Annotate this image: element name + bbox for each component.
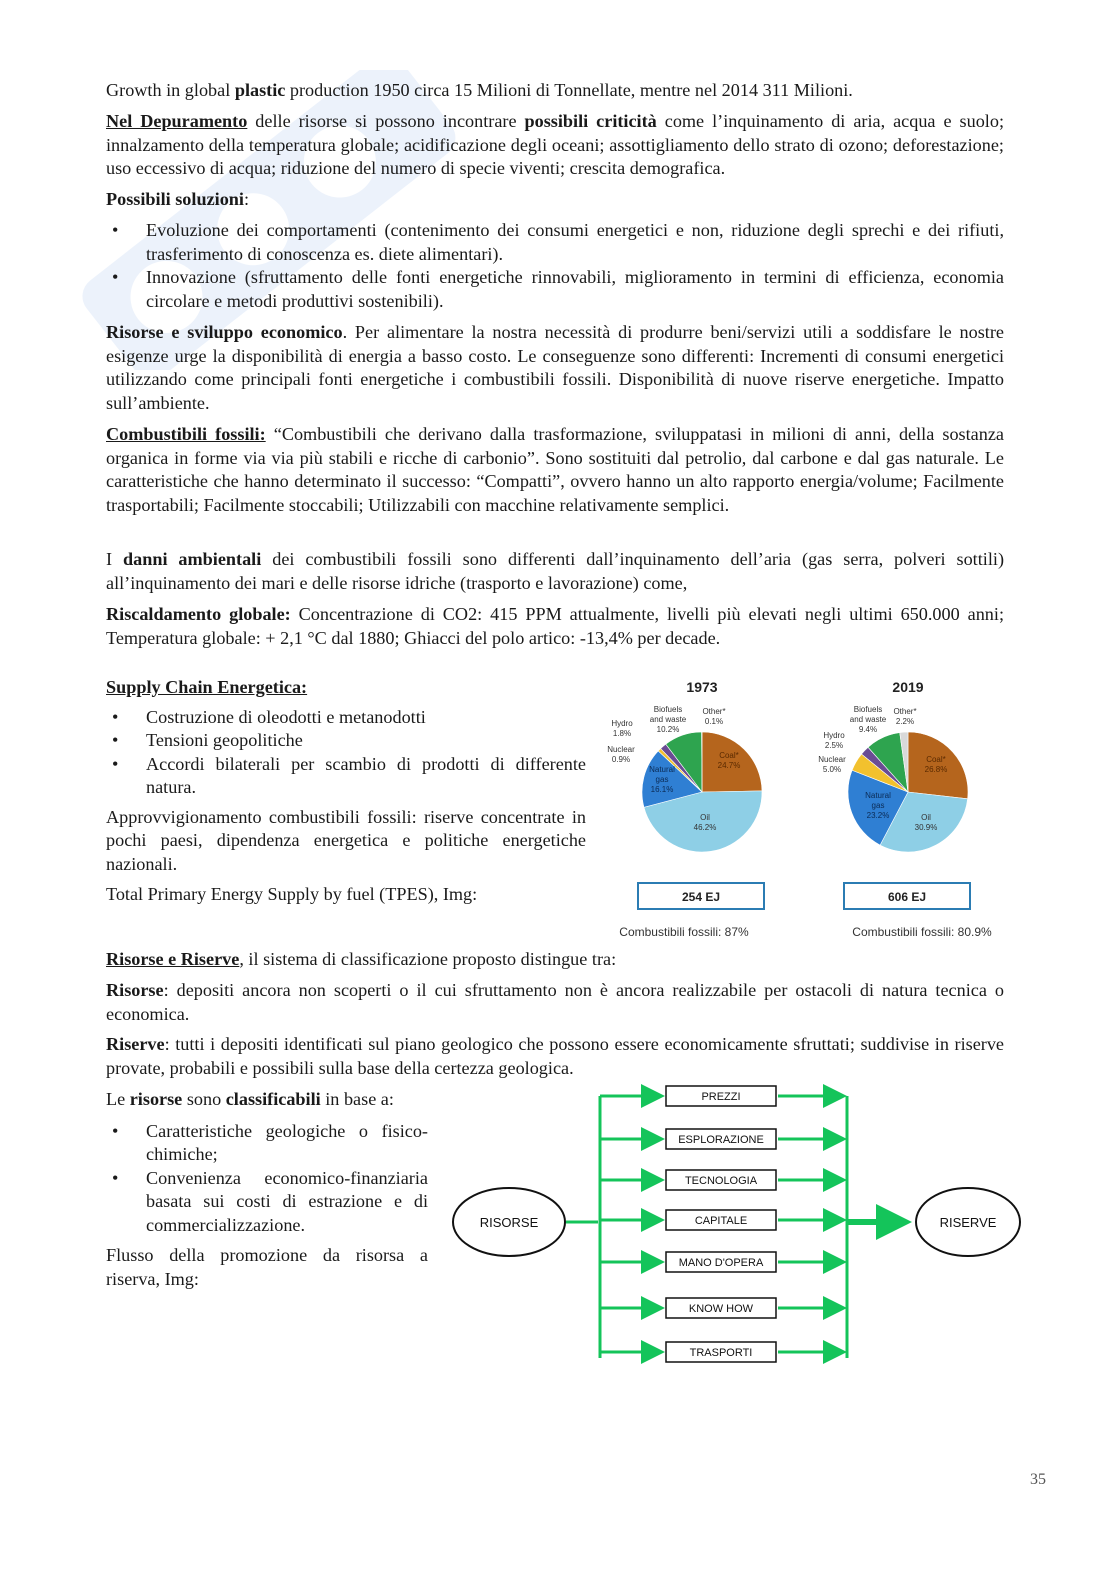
value-hydro: 1.8%: [612, 729, 632, 738]
paragraph-riserve-def: Riserve: tutti i depositi identificati sul piano geologico che possono essere economicamente sfruttati; suddivise in riserve provate, probabili e possibili sulla base della certezza geologica.: [106, 1034, 1004, 1078]
value-gas: 16.1%: [650, 785, 674, 794]
flow-diagram: [450, 1082, 1030, 1372]
total-2019: 606 EJ: [887, 890, 927, 904]
value-other: 0.1%: [704, 717, 724, 726]
label-biofuels: and waste: [849, 715, 887, 724]
value-nuclear: 0.9%: [611, 755, 631, 764]
total-1973: 254 EJ: [681, 890, 721, 904]
value-biofuels: 10.2%: [656, 725, 680, 734]
label-hydro: Hydro: [823, 731, 845, 740]
label-gas: Natural: [649, 765, 675, 774]
label-biofuels: Biofuels: [653, 705, 683, 714]
pie-title-2019: 2019: [892, 679, 924, 695]
paragraph-danni-ambientali: I danni ambientali dei combustibili fossili sono differenti dall’inquinamento dell’aria (gas serra, polveri sottili) all’inquinamento dei mari e delle risorse idriche (trasporto e lavorazione) come,: [106, 549, 1005, 593]
heading-possibili-soluzioni: Possibili soluzioni:: [106, 189, 250, 209]
caption-2019: Combustibili fossili: 80.9%: [852, 925, 992, 939]
supply-chain-section: [106, 676, 586, 907]
value-oil: 30.9%: [914, 823, 938, 832]
value-nuclear: 5.0%: [822, 765, 842, 774]
label-gas: gas: [655, 775, 669, 784]
risorse-label: RISORSE: [479, 1215, 539, 1230]
label-gas: Natural: [865, 791, 891, 800]
label-oil: Oil: [921, 813, 931, 822]
list-item: • Caratteristiche geologiche o fisico-chimiche;: [106, 1120, 428, 1167]
label-nuclear: Nuclear: [607, 745, 635, 754]
label-other: Other*: [702, 707, 726, 716]
label-gas: gas: [871, 801, 885, 810]
value-hydro: 2.5%: [824, 741, 844, 750]
flow-box-label: KNOW HOW: [688, 1303, 754, 1315]
supply-title: Supply Chain Energetica:: [106, 677, 308, 697]
value-gas: 23.2%: [866, 811, 890, 820]
pie-title-1973: 1973: [686, 679, 718, 695]
label-hydro: Hydro: [611, 719, 633, 728]
caption-1973: Combustibili fossili: 87%: [619, 925, 749, 939]
value-coal: 24.7%: [717, 761, 741, 770]
list-item: • Convenienza economico-finanziaria basata sui costi di estrazione e di commercializzazione.: [106, 1167, 428, 1238]
list-soluzioni: [106, 219, 1004, 313]
flow-box-label: PREZZI: [701, 1091, 741, 1103]
list-item: • Innovazione (sfruttamento delle fonti energetiche rinnovabili, miglioramento in termini di efficienza, economia circolare e metodi produttivi sostenibili).: [106, 266, 1004, 313]
riserve-label: RISERVE: [939, 1215, 997, 1230]
paragraph-plastic: Growth in global plastic production 1950 circa 15 Milioni di Tonnellate, mentre nel 2014 311 Milioni.: [106, 80, 853, 100]
page-number: 35: [1030, 1471, 1046, 1488]
paragraph-riscaldamento: Riscaldamento globale: Concentrazione di CO2: 415 PPM attualmente, livelli più elevati negli ultimi 650.000 anni; Temperatura globale: + 2,1 °C dal 1880; Ghiacci del polo artico: -13,4% per decade.: [106, 604, 1004, 648]
list-item: • Evoluzione dei comportamenti (contenimento dei consumi energetici e non, riduzione degli sprechi e dei rifiuti, trasferimento di conoscenza es. diete alimentari).: [106, 219, 1004, 266]
flow-box-label: ESPLORAZIONE: [678, 1134, 764, 1146]
flow-box-label: MANO D'OPERA: [678, 1257, 764, 1269]
value-biofuels: 9.4%: [858, 725, 878, 734]
paragraph-risorse-def: Risorse: depositi ancora non scoperti o il cui sfruttamento non è ancora realizzabile per ostacoli di natura tecnica o economica.: [106, 980, 1004, 1024]
flow-caption: Flusso della promozione da risorsa a riserva, Img:: [106, 1245, 428, 1289]
flow-box-label: TECNOLOGIA: [684, 1175, 758, 1187]
label-oil: Oil: [700, 813, 710, 822]
label-nuclear: Nuclear: [818, 755, 846, 764]
label-biofuels: Biofuels: [853, 705, 883, 714]
label-coal: Coal*: [719, 751, 739, 760]
flow-box-label: TRASPORTI: [689, 1347, 753, 1359]
label-other: Other*: [893, 707, 917, 716]
flow-box-label: CAPITALE: [694, 1215, 748, 1227]
list-item: • Tensioni geopolitiche: [106, 729, 586, 753]
value-coal: 26.8%: [924, 765, 948, 774]
flow-boxes: [600, 1086, 844, 1362]
value-oil: 46.2%: [693, 823, 717, 832]
label-coal: Coal*: [926, 755, 946, 764]
paragraph-depuramento: Nel Depuramento delle risorse si possono incontrare possibili criticità come l’inquinamento di aria, acqua e suolo; innalzamento della temperatura globale; acidificazione degli oceani; assottigliamento dello strato di ozono; deforestazione; uso eccessivo di acqua; riduzione del numero di specie viventi; crescita demografica.: [106, 111, 1004, 178]
label-biofuels: and waste: [649, 715, 687, 724]
paragraph-risorse-sviluppo: Risorse e sviluppo economico. Per alimentare la nostra necessità di produrre beni/servizi utili a soddisfare le nostre esigenze urge la disponibilità di energia a basso costo. Le conseguenze sono differenti: Incrementi di consumi energetici utilizzando come principali fonti energetiche i combustibili fossili. Disponibilità di nuove riserve energetiche. Impatto sull’ambiente.: [106, 322, 1004, 413]
list-item: • Costruzione di oleodotti e metanodotti: [106, 706, 586, 730]
classificazione-section: Le risorse sono classificabili in base a: • Caratteristiche geologiche o fisico-chimiche; • Convenienza economico-finanziaria basata sui costi di estrazione e di commercializzazione. Flusso della promozione da risorsa a riserva, Img:: [106, 1088, 428, 1291]
tpes-label: Total Primary Energy Supply by fuel (TPES), Img:: [106, 884, 478, 904]
list-item: • Accordi bilaterali per scambio di prodotti di differente natura.: [106, 753, 586, 800]
value-other: 2.2%: [895, 717, 915, 726]
paragraph-risorse-riserve: Risorse e Riserve, il sistema di classificazione proposto distingue tra:: [106, 949, 617, 969]
paragraph-combustibili-fossili: Combustibili fossili: “Combustibili che derivano dalla trasformazione, sviluppatasi in milioni di anni, della sostanza organica in forme via via più stabili e ricche di carbonio”. Sono sostituiti dal petrolio, dal carbone e dal gas naturale. Le caratteristiche che hanno determinato il successo: “Compatti”, ovvero hanno un alto rapporto energia/volume; Facilmente trasportabili; Facilmente stoccabili; Utilizzabili con macchine relativamente semplici.: [106, 424, 1004, 515]
tpes-pie-charts: [596, 672, 1016, 948]
supply-paragraph: Approvvigionamento combustibili fossili: riserve concentrate in pochi paesi, dipendenza energetica e politiche energetiche nazionali.: [106, 806, 586, 874]
